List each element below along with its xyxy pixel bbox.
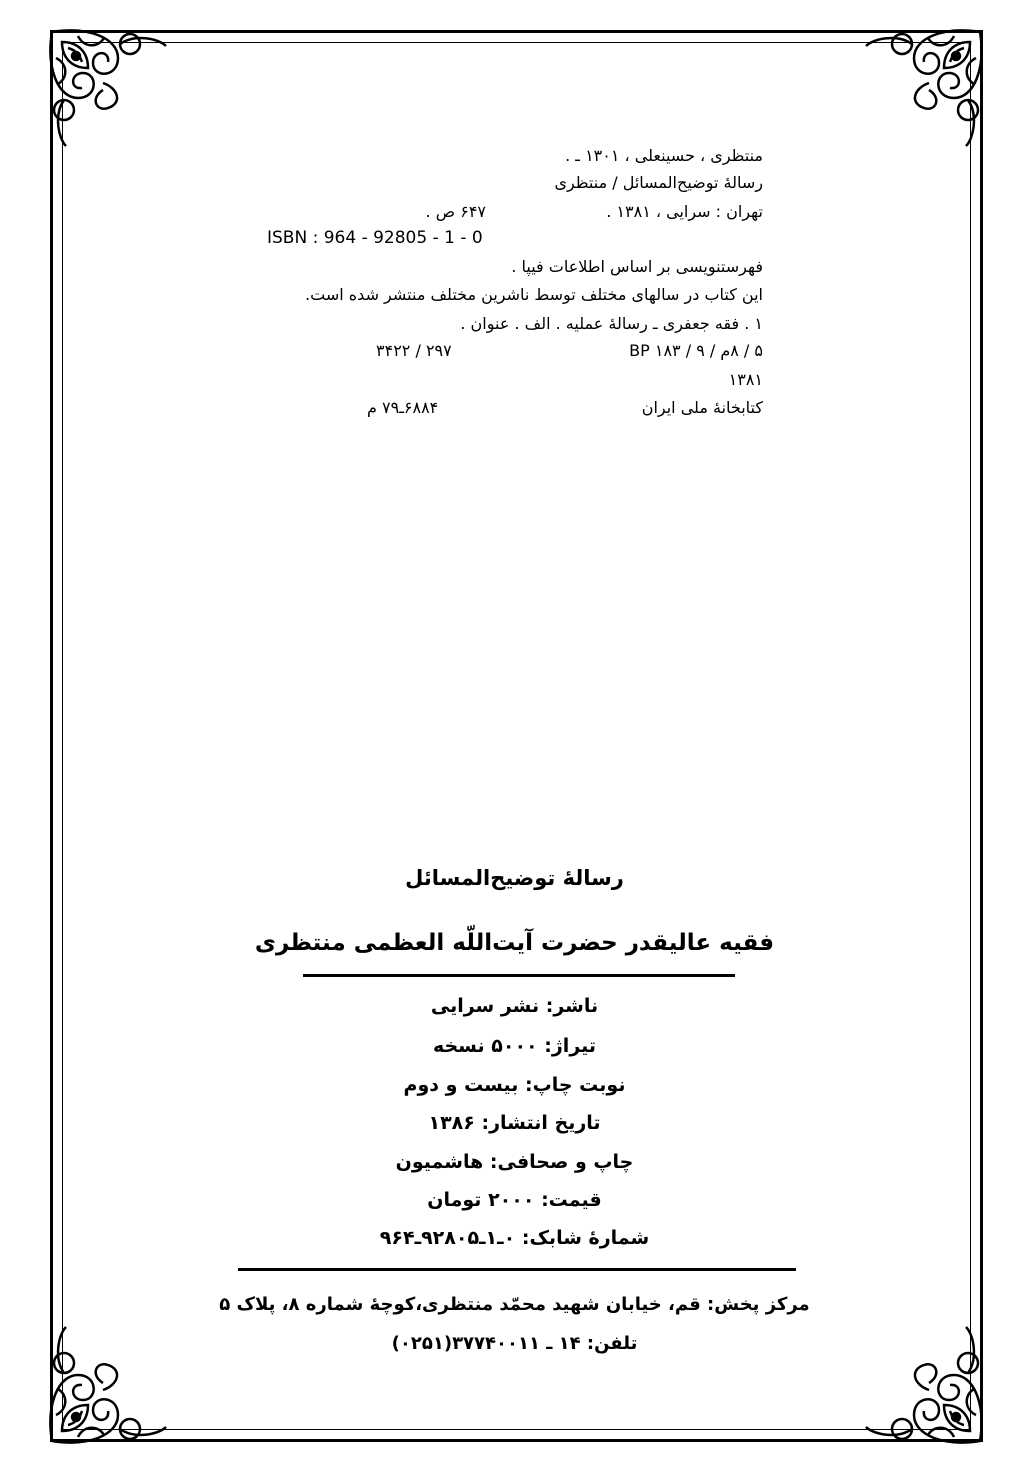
catalog-isbn: ISBN : 964 - 92805 - 1 - 0 (267, 228, 483, 248)
catalog-year: ۱۳۸۱ (728, 370, 763, 389)
catalog-classification-dewey: ۲۹۷ / ۳۴۲۲ (376, 341, 452, 360)
divider (238, 1268, 796, 1271)
catalog-classification-lc: ۵ / ۸م / ۹ / ۱۸۳ BP (629, 341, 763, 360)
info-publish-date: تاریخ انتشار: ۱۳۸۶ (428, 1112, 601, 1134)
book-author-line: فقیه عالیقدر حضرت آیت‌اللّه العظمی منتظری (254, 930, 775, 956)
info-isbn: شمارهٔ شابک: ۰ـ۱ـ۹۲۸۰۵ـ۹۶۴ (379, 1227, 650, 1249)
divider (303, 974, 735, 977)
info-publisher: ناشر: نشر سرایی (430, 995, 599, 1017)
catalog-pages: ۶۴۷ ص . (425, 202, 486, 221)
catalog-fipa-note: فهرستنویسی بر اساس اطلاعات فیپا . (511, 257, 763, 276)
catalog-title: رسالهٔ توضیح‌المسائل / منتظری (554, 173, 763, 192)
catalog-library: کتابخانهٔ ملی ایران (641, 398, 763, 417)
catalog-publisher: تهران : سرایی ، ۱۳۸۱ . (606, 202, 763, 221)
catalog-library-number: ۶۸۸۴ـ۷۹ م (367, 398, 439, 417)
info-price: قیمت: ۲۰۰۰ تومان (427, 1189, 602, 1211)
page-frame-inner (62, 42, 971, 1430)
distribution-address: مرکز پخش: قم، خیابان شهید محمّد منتظری،کوچهٔ شماره ۸، پلاک ۵ (219, 1294, 810, 1315)
book-title: رسالهٔ توضیح‌المسائل (405, 866, 624, 890)
info-circulation: تیراژ: ۵۰۰۰ نسخه (432, 1035, 597, 1057)
arabesque-corner-icon (864, 28, 984, 148)
info-printer: چاپ و صحافی: هاشمیون (395, 1151, 634, 1173)
catalog-edition-note: این کتاب در سالهای مختلف توسط ناشرین مختلف منتشر شده است. (305, 285, 763, 304)
arabesque-corner-icon (48, 28, 168, 148)
catalog-subject: ۱ . فقه جعفری ـ رسالهٔ عملیه . الف . عنوان . (460, 314, 763, 333)
catalog-author: منتظری ، حسینعلی ، ۱۳۰۱ ـ . (565, 146, 763, 165)
info-print-run: نوبت چاپ: بیست و دوم (403, 1074, 626, 1096)
phone-number: تلفن: ۱۴ ـ ۳۷۷۴۰۰۱۱(۰۲۵۱) (391, 1333, 638, 1354)
